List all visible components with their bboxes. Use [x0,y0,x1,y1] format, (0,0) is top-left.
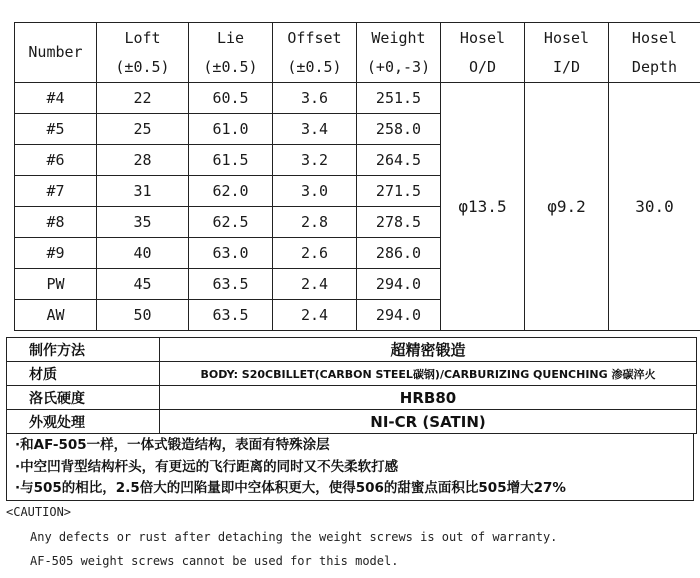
cell-offset: 2.4 [273,269,357,300]
process-label: 制作方法 [7,338,160,362]
cell-weight: 251.5 [357,83,441,114]
note-line: ·与505的相比，2.5倍大的凹陷量即中空体积更大，使得506的甜蜜点面积比505增大27% [15,480,566,496]
cell-loft: 28 [97,145,189,176]
cell-loft: 45 [97,269,189,300]
cell-number: #7 [15,176,97,207]
cell-lie: 61.5 [189,145,273,176]
caution-line: Any defects or rust after detaching the weight screws is out of warranty. [30,530,558,544]
cell-weight: 258.0 [357,114,441,145]
cell-number: #9 [15,238,97,269]
process-value: BODY: S20CBILLET(CARBON STEEL碳钢)/CARBURIZING QUENCHING 渗碳淬火 [160,362,697,386]
process-row-hardness [7,386,697,410]
header-hosel-depth: Hosel Depth [609,23,700,83]
cell-lie: 61.0 [189,114,273,145]
cell-offset: 2.8 [273,207,357,238]
cell-lie: 63.5 [189,300,273,331]
cell-loft: 25 [97,114,189,145]
cell-weight: 271.5 [357,176,441,207]
process-row-material [7,362,697,386]
note-line: ·中空凹背型结构杆头，有更远的飞行距离的同时又不失柔软打感 [15,458,399,475]
table-row [15,83,700,114]
header-number: Number [15,23,97,83]
cell-lie: 62.0 [189,176,273,207]
cell-number: #8 [15,207,97,238]
feature-notes [6,433,694,501]
cell-weight: 294.0 [357,269,441,300]
cell-offset: 3.4 [273,114,357,145]
process-value: NI-CR (SATIN) [160,410,697,434]
cell-lie: 62.5 [189,207,273,238]
note-line: ·和AF-505一样，一体式锻造结构，表面有特殊涂层 [15,437,330,453]
cell-loft: 35 [97,207,189,238]
cell-lie: 63.0 [189,238,273,269]
cell-number: #6 [15,145,97,176]
cell-offset: 3.2 [273,145,357,176]
cell-number: #5 [15,114,97,145]
header-loft: Loft (±0.5) [97,23,189,83]
process-label: 材质 [7,362,160,386]
cell-offset: 2.6 [273,238,357,269]
cell-number: PW [15,269,97,300]
cell-hosel-od: φ13.5 [441,83,525,331]
cell-offset: 3.6 [273,83,357,114]
process-row-method [7,338,697,362]
cell-hosel-id: φ9.2 [525,83,609,331]
cell-offset: 3.0 [273,176,357,207]
process-label: 洛氏硬度 [7,386,160,410]
caution-line: AF-505 weight screws cannot be used for this model. [30,554,399,568]
cell-offset: 2.4 [273,300,357,331]
cell-loft: 50 [97,300,189,331]
process-table [6,337,697,434]
cell-lie: 60.5 [189,83,273,114]
spec-table [14,22,700,331]
cell-weight: 264.5 [357,145,441,176]
cell-loft: 22 [97,83,189,114]
header-hosel-od: Hosel O/D [441,23,525,83]
cell-lie: 63.5 [189,269,273,300]
cell-weight: 294.0 [357,300,441,331]
cell-loft: 31 [97,176,189,207]
header-offset: Offset (±0.5) [273,23,357,83]
spec-header-row [15,23,700,83]
cell-number: #4 [15,83,97,114]
header-hosel-id: Hosel I/D [525,23,609,83]
cell-hosel-depth: 30.0 [609,83,700,331]
caution-title: <CAUTION> [6,505,72,519]
process-value: 超精密锻造 [160,338,697,362]
header-lie: Lie (±0.5) [189,23,273,83]
process-row-finish [7,410,697,434]
cell-weight: 286.0 [357,238,441,269]
cell-weight: 278.5 [357,207,441,238]
header-weight: Weight (+0,-3) [357,23,441,83]
process-label: 外观处理 [7,410,160,434]
cell-number: AW [15,300,97,331]
cell-loft: 40 [97,238,189,269]
process-value: HRB80 [160,386,697,410]
